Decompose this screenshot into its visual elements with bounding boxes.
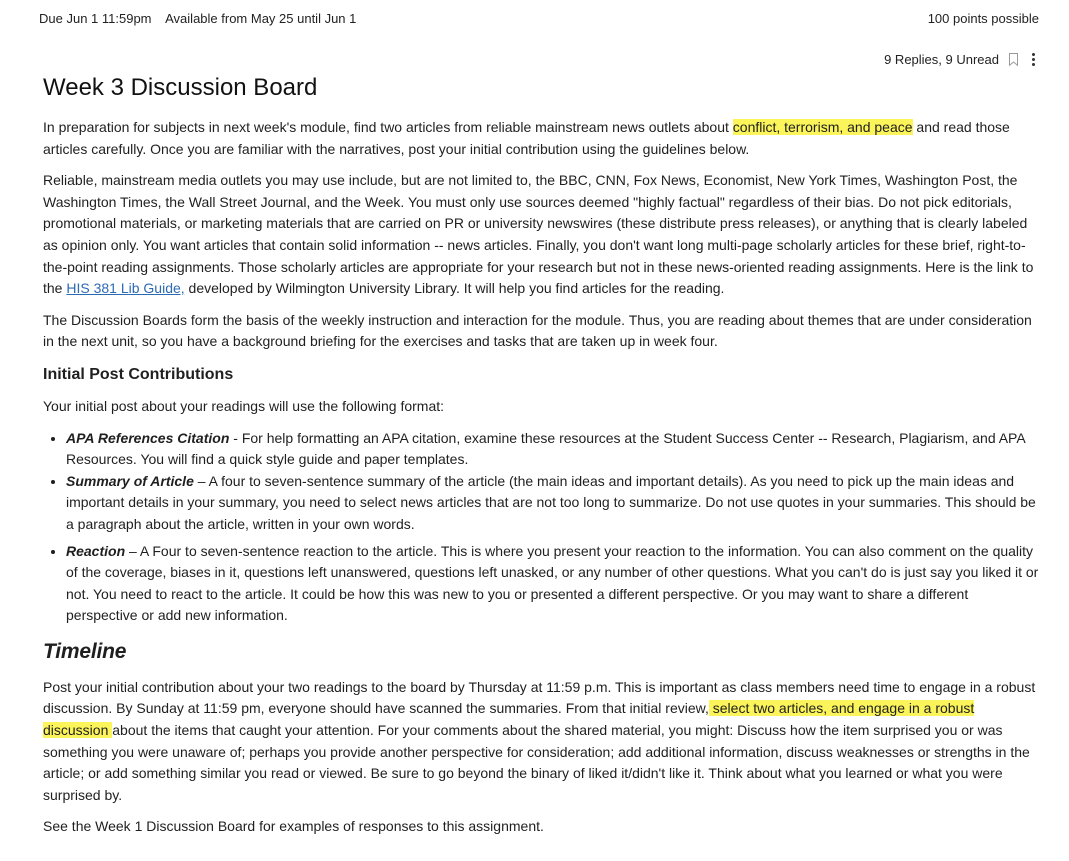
points-possible: 100 points possible	[927, 11, 1039, 26]
sources-text-end: developed by Wilmington University Library. It will help you find articles for the reading.	[184, 280, 725, 297]
page-title: Week 3 Discussion Board	[43, 74, 318, 101]
list-item-term: Reaction	[66, 542, 126, 559]
bookmark-icon[interactable]	[1009, 53, 1018, 66]
highlight-topic: conflict, terrorism, and peace	[732, 119, 913, 135]
discussion-body	[43, 72, 1043, 848]
list-item-text: – A four to seven-sentence summary of the article (the main ideas and important details). As you need to pick up the main ideas and important details in your summary, you need to select news articles that are not too long to summarize. Do not use quotes in your summaries. This should be a paragraph about the article, written in your own words.	[66, 472, 1036, 532]
list-item-text: – A Four to seven-sentence reaction to the article. This is where you present your reaction to the information. You can also comment on the quality of the coverage, biases in it, questions left unanswered, questions left unasked, or any number of other questions. What you can't do is just say you liked it or not. You need to react to the article. It could be how this was new to you or presented a different perspective. Or you may want to share a different perspective or add new information.	[66, 542, 1039, 624]
timeline-text-end: about the items that caught your attention. For your comments about the shared material, you might: Discuss how the item surprised you or was something you were unaware of; perhaps you provide another perspective for consideration; add additional information, discuss weaknesses or strengths in the article; or add something similar you read or viewed. Be sure to go beyond the binary of liked it/didn't like it. Think about what you learned or what you were surprised by.	[43, 722, 1030, 803]
sources-paragraph	[43, 170, 1043, 300]
kebab-menu-icon[interactable]	[1028, 53, 1039, 66]
intro-text: In preparation for subjects in next week's module, find two articles from reliable mainstream news outlets about	[43, 119, 733, 135]
list-item-term: Summary of Article	[66, 472, 194, 489]
intro-paragraph	[43, 117, 1043, 160]
highlight-engage: select two articles, and engage in a robust discussion	[43, 700, 975, 739]
format-list	[43, 428, 1043, 627]
initial-post-intro: Your initial post about your readings will use the following format:	[43, 397, 445, 414]
available-dates: Available from May 25 until Jun 1	[165, 11, 357, 26]
list-item-term: APA References Citation	[66, 429, 230, 446]
list-item-text: - For help formatting an APA citation, examine these resources at the Student Success Center -- Research, Plagiarism, and APA Resources. You will find a quick style guide and paper templates.	[66, 429, 1025, 468]
reply-count: 9 Replies, 9 Unread	[884, 52, 999, 67]
list-item	[66, 428, 1043, 471]
availability-info	[39, 11, 356, 26]
discussion-meta	[884, 52, 1039, 67]
timeline-text: Post your initial contribution about your two readings to the board by Thursday at 11:59 p.m. This is important as class members need time to engage in a robust discussion. By Sunday at 11:59 pm, everyone should have scanned the summaries. From that initial review,	[43, 678, 1036, 717]
see-also-paragraph: See the Week 1 Discussion Board for examples of responses to this assignment.	[43, 818, 544, 835]
lib-guide-link[interactable]: HIS 381 Lib Guide,	[66, 280, 185, 297]
timeline-heading: Timeline	[43, 639, 127, 663]
due-date: Due Jun 1 11:59pm	[39, 11, 152, 26]
timeline-paragraph	[43, 677, 1043, 807]
basis-paragraph: The Discussion Boards form the basis of the weekly instruction and interaction for the module. Thus, you are reading about themes that are under consideration in the next unit, so you have a background briefing for the exercises and tasks that are taken up in week four.	[43, 311, 1032, 350]
sources-text: Reliable, mainstream media outlets you may use include, but are not limited to, the BBC, CNN, Fox News, Economist, New York Times, Washington Post, the Washington Times, the Wall Street Journal, and the Week. You must only use sources deemed "highly factual" regardless of their bias. Do not pick editorials, promotional materials, or marketing materials that are carried on PR or university newswires (these distribute press releases), or anything that is clearly labeled as opinion only. You want articles that contain solid information -- news articles. Finally, you don't want long multi-page scholarly articles for these brief, right-to-the-point reading assignments. Those scholarly articles are appropriate for your research but not in these news-oriented reading assignments. Here is the link to the	[43, 172, 1034, 297]
assignment-details-bar	[39, 11, 1039, 29]
initial-post-heading: Initial Post Contributions	[43, 365, 234, 383]
intro-text-end: and read those articles carefully. Once you are familiar with the narratives, post your initial contribution using the guidelines below.	[43, 119, 1010, 157]
list-item	[66, 541, 1043, 627]
list-item	[66, 471, 1043, 536]
